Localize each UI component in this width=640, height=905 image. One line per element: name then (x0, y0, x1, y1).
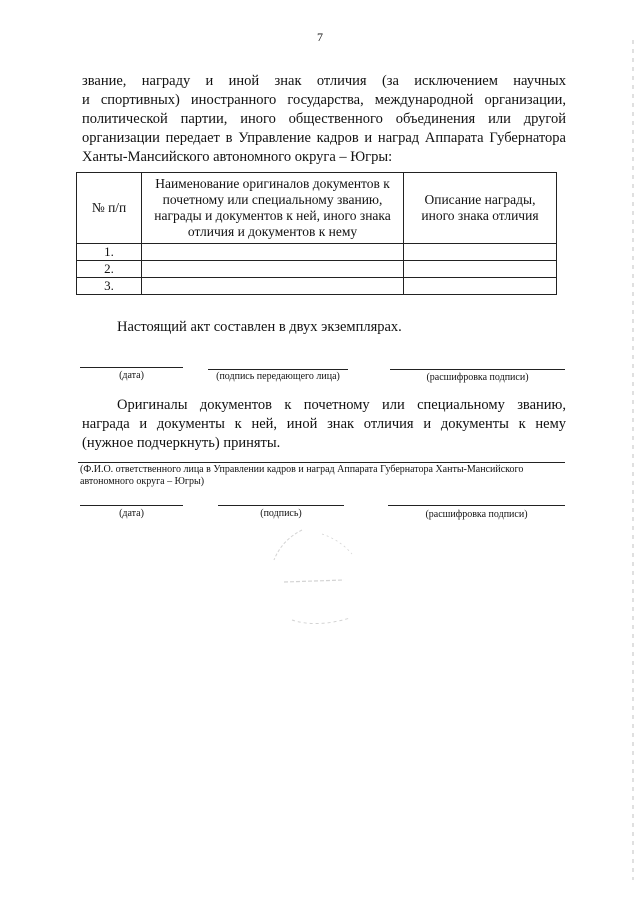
table-header-row (77, 173, 557, 244)
paragraph-line: организации передает в Управление кадров и наград Аппарата Губернатора (82, 130, 566, 146)
stamp-ghost-mark (262, 520, 362, 635)
header-documents: Наименование оригиналов документов к почетному или специальному званию, награды и документов к ней, иного знака отличия и документов к нему (142, 173, 404, 244)
header-number: № п/п (77, 173, 142, 244)
decoding-caption: (расшифровка подписи) (425, 509, 528, 520)
responsible-person-line (78, 462, 565, 463)
row-number: 3. (77, 278, 142, 295)
row-number: 2. (77, 261, 142, 278)
date-line (80, 367, 183, 368)
date-caption: (дата) (119, 370, 144, 381)
signature-caption: (подпись передающего лица) (216, 371, 340, 382)
paragraph-line: Оригиналы документов к почетному или специальному званию, (117, 397, 566, 413)
date-caption: (дата) (119, 508, 144, 519)
transfer-paragraph (82, 72, 566, 167)
act-statement: Настоящий акт составлен в двух экземплярах. (117, 319, 402, 335)
paragraph-line: звание, награду и иной знак отличия (за исключением научных (82, 73, 566, 89)
row-documents-cell (142, 278, 404, 295)
signature-caption: (подпись) (260, 508, 302, 519)
table-row (77, 244, 557, 261)
table-row (77, 261, 557, 278)
page-number: 7 (317, 30, 323, 44)
paragraph-line: Ханты-Мансийского автономного округа – Югры: (82, 149, 393, 165)
row-number: 1. (77, 244, 142, 261)
paragraph-line: политической партии, иного общественного объединения или другой (82, 111, 566, 127)
row-description-cell (403, 278, 556, 295)
decoding-caption: (расшифровка подписи) (426, 372, 529, 383)
row-documents-cell (142, 244, 404, 261)
header-description: Описание награды, иного знака отличия (403, 173, 556, 244)
row-description-cell (403, 244, 556, 261)
table-row (77, 278, 557, 295)
paragraph-line: награда и документы к ней, иной знак отличия и документы к нему (82, 416, 566, 432)
paragraph-line: (нужное подчеркнуть) приняты. (82, 435, 281, 451)
paragraph-line: и спортивных) иностранного государства, международной организации, (82, 92, 566, 108)
row-documents-cell (142, 261, 404, 278)
responsible-person-note: (Ф.И.О. ответственного лица в Управлении кадров и наград Аппарата Губернатора Ханты-Мансийского автономного округа – Югры) (80, 464, 524, 487)
decoding-line (390, 369, 565, 370)
acceptance-paragraph (82, 396, 566, 453)
signature-line (218, 505, 344, 506)
awards-table (76, 172, 557, 295)
date-line (80, 505, 183, 506)
scan-edge (632, 40, 634, 880)
signature-line (208, 369, 348, 370)
decoding-line (388, 505, 565, 506)
row-description-cell (403, 261, 556, 278)
